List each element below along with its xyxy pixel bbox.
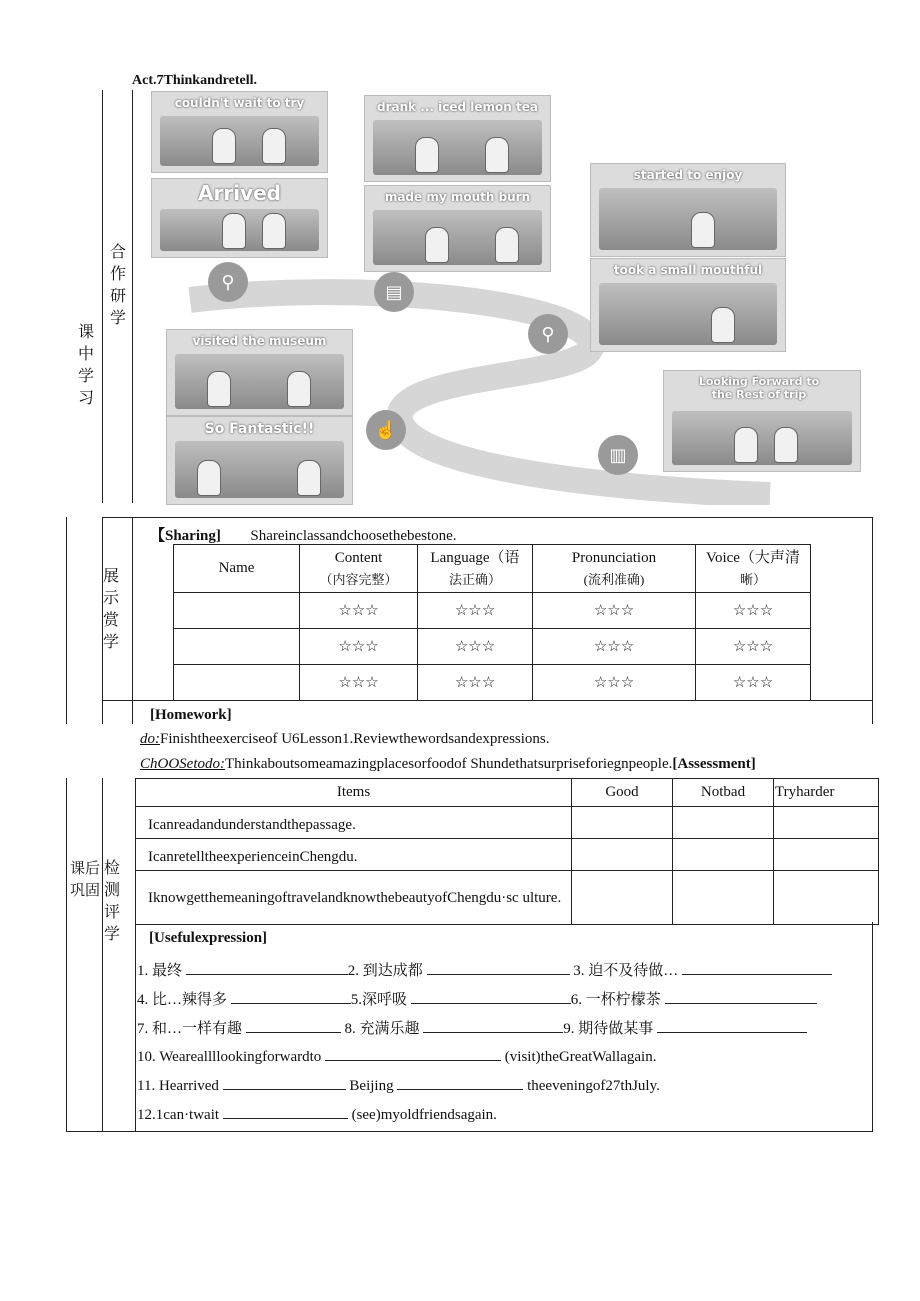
assessment-item: IcanretelltheexperienceinChengdu. [136,839,572,871]
blank-8[interactable] [423,1018,563,1033]
star-rating[interactable]: ☆☆☆ [696,665,811,701]
check-notbad[interactable] [673,871,774,925]
section-border-inner [132,517,133,724]
header-items: Items [136,779,572,807]
name-cell[interactable] [174,593,300,629]
check-good[interactable] [572,871,673,925]
divider-left [102,90,103,503]
story-panel-7 [166,329,353,416]
panel-caption: drank ... iced lemon tea [377,100,538,114]
blank-12[interactable] [223,1104,348,1119]
rating-row [174,665,811,701]
useful-row-2 [137,988,817,1009]
star-rating[interactable]: ☆☆☆ [533,593,696,629]
section-border-top [102,517,872,518]
food-icon: ▤ [374,272,414,312]
header-language: Language（语 法正确） [418,545,533,593]
homework-label: [Homework] [150,707,232,723]
expr-5: 5.深呼吸 [350,992,408,1008]
do-text: Finishtheexerciseof U6Lesson1.Reviewthewordsandexpressions. [160,731,550,747]
name-cell[interactable] [174,629,300,665]
expr-2: 2. 到达成都 [347,963,423,979]
expr-7: 7. 和…一样有趣 [137,1021,243,1037]
star-rating[interactable]: ☆☆☆ [696,593,811,629]
sentence-12: 12.1can·twait (see)myoldfriendsagain. [137,1104,497,1124]
story-panel-4 [364,185,551,272]
star-rating[interactable]: ☆☆☆ [418,665,533,701]
sentence-11: 11. Hearrived Beijing theeveningof27thJuly. [137,1075,660,1095]
panel-caption: Arrived [198,181,281,205]
assessment-row [136,807,879,839]
blank-11a[interactable] [223,1075,346,1090]
assessment-table [135,778,879,925]
check-tryharder[interactable] [774,807,879,839]
section-border-right [872,517,873,724]
label-show: 展 示 赏 学 [102,568,119,651]
search-icon: ⚲ [528,314,568,354]
story-panel-2 [151,178,328,258]
section-border-left [66,517,67,724]
star-rating[interactable]: ☆☆☆ [300,593,418,629]
sharing-line [150,524,457,545]
label-in-class: 课 中 学 习 [77,324,94,407]
useful-label: [Usefulexpression] [149,930,268,946]
check-good[interactable] [572,839,673,871]
rating-row [174,593,811,629]
check-notbad[interactable] [673,807,774,839]
blank-4[interactable] [231,989,351,1004]
check-notbad[interactable] [673,839,774,871]
story-panel-9 [663,370,861,472]
sharing-label: 【Sharing] [150,528,221,544]
blank-6[interactable] [665,989,817,1004]
expr-4: 4. 比…辣得多 [137,992,228,1008]
blank-11b[interactable] [397,1075,523,1090]
useful-row-1 [137,959,832,980]
section2-border-bottom [66,1131,873,1132]
expr-1: 1. 最终 [137,963,183,979]
star-rating[interactable]: ☆☆☆ [533,629,696,665]
assessment-row [136,839,879,871]
blank-1[interactable] [186,960,348,975]
label-test: 检 测 评 学 [103,860,120,943]
panel-caption: So Fantastic!! [204,421,315,437]
header-tryharder: Tryharder [774,779,879,807]
blank-3[interactable] [682,960,832,975]
star-rating[interactable]: ☆☆☆ [696,629,811,665]
section2-border-left [66,778,67,1131]
blank-2[interactable] [427,960,570,975]
panel-caption: visited the museum [192,334,327,348]
choose-label: ChOOSetodo: [140,756,225,772]
rating-row [174,629,811,665]
blank-7[interactable] [246,1018,341,1033]
check-tryharder[interactable] [774,871,879,925]
star-rating[interactable]: ☆☆☆ [418,629,533,665]
header-pronunciation: Pronunciation (流利准确) [533,545,696,593]
story-panel-8 [166,416,353,505]
useful-row-3 [137,1017,807,1038]
homework-do [140,731,550,748]
thumbs-up-icon: ☝ [366,410,406,450]
star-rating[interactable]: ☆☆☆ [418,593,533,629]
assessment-row [136,871,879,925]
check-tryharder[interactable] [774,839,879,871]
header-good: Good [572,779,673,807]
name-cell[interactable] [174,665,300,701]
assessment-item: Icanreadandunderstandthepassage. [136,807,572,839]
story-panel-5 [590,163,786,257]
expr-6: 6. 一杯柠檬茶 [570,992,661,1008]
story-panel-3 [364,95,551,182]
assessment-label: [Assessment] [672,756,756,772]
panel-caption: made my mouth burn [384,190,531,204]
sharing-instruction: Shareinclassandchoosethebestone. [250,528,457,544]
check-good[interactable] [572,807,673,839]
divider-right [132,90,133,503]
star-rating[interactable]: ☆☆☆ [300,629,418,665]
panel-caption: started to enjoy [633,168,743,182]
header-voice: Voice（大声清 晰） [696,545,811,593]
expr-9: 9. 期待做某事 [563,1021,654,1037]
star-rating[interactable]: ☆☆☆ [533,665,696,701]
expr-3: 3. 迫不及待做… [573,963,679,979]
panel-caption: couldn't wait to try [174,96,305,110]
story-panel-6 [590,258,786,352]
document-icon: ▥ [598,435,638,475]
header-notbad: Notbad [673,779,774,807]
activity-title: Act.7Thinkandretell. [132,73,257,88]
blank-10[interactable] [325,1046,501,1061]
header-name: Name [174,545,300,593]
blank-9[interactable] [657,1018,807,1033]
section2-border-right [872,922,873,1131]
expr-8: 8. 充满乐趣 [344,1021,420,1037]
choose-text: Thinkaboutsomeamazingplacesorfoodof Shundethatsurpriseforiegnpeople. [225,756,673,772]
do-label: do: [140,731,160,747]
header-content: Content （内容完整） [300,545,418,593]
assessment-item: IknowgetthemeaningoftravelandknowthebeautyofChengdu·sc ulture. [136,871,572,925]
story-panel-1 [151,91,328,173]
label-after-class: 课后 巩固 [69,861,100,899]
label-cooperate: 合 作 研 学 [109,244,126,327]
location-pin-icon: ⚲ [208,262,248,302]
panel-caption: Looking Forward to the Rest of trip [698,375,820,401]
homework-choose [140,756,756,773]
section2-border-mid [102,778,103,1131]
rating-table [173,544,811,701]
blank-5[interactable] [411,989,571,1004]
sentence-10: 10. Weareallllookingforwardto (visit)theGreatWallagain. [137,1046,656,1066]
section2-border-inner [135,922,136,1131]
panel-caption: took a small mouthful [613,263,763,277]
star-rating[interactable]: ☆☆☆ [300,665,418,701]
